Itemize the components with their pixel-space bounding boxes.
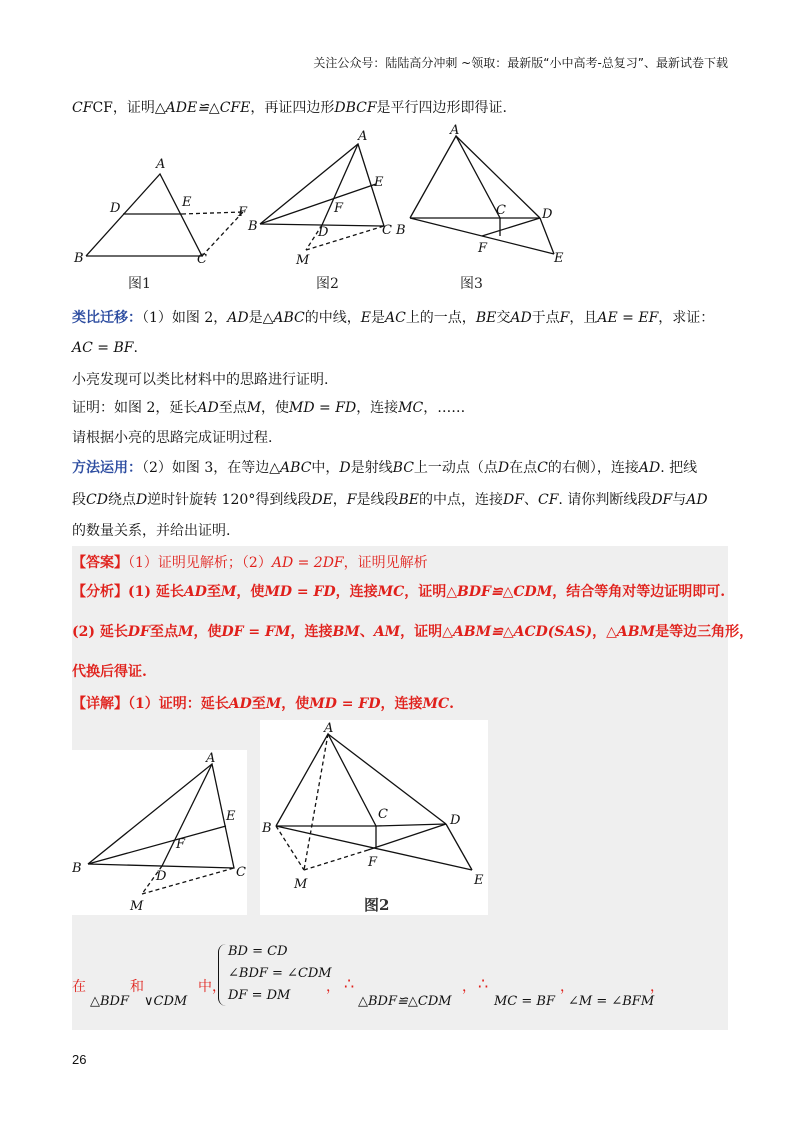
final-comma-1: ， bbox=[326, 979, 340, 995]
text: ，使 bbox=[261, 400, 290, 416]
math: AE = EF bbox=[597, 310, 659, 326]
math: MC bbox=[377, 584, 405, 600]
math: AD bbox=[228, 696, 252, 712]
intro-math-1: △ADE≌△CFE bbox=[154, 100, 251, 116]
bl-label-B: B bbox=[72, 861, 82, 876]
fig3-label-C: C bbox=[496, 203, 506, 218]
text: （2）如图 3，在等边 bbox=[142, 460, 270, 476]
math: AD bbox=[227, 310, 249, 326]
text: 至点 bbox=[149, 624, 178, 640]
math: MD = FD bbox=[309, 696, 381, 712]
text: 上的一点， bbox=[405, 310, 476, 326]
bottom-figures bbox=[72, 720, 492, 920]
math: AD bbox=[197, 400, 219, 416]
fig1-label-B: B bbox=[74, 251, 84, 266]
br-label-C: C bbox=[378, 807, 388, 822]
method-line-1 bbox=[72, 458, 697, 478]
detail-line bbox=[72, 694, 454, 714]
fig1-caption: 图1 bbox=[128, 276, 151, 292]
final-t2 bbox=[144, 994, 187, 1009]
math: M bbox=[265, 696, 282, 712]
text: ，证明见解析 bbox=[343, 555, 428, 571]
math: D bbox=[135, 492, 148, 508]
text: ，求证： bbox=[658, 310, 715, 326]
text: 于点 bbox=[531, 310, 560, 326]
analysis-line-3: 代换后得证. bbox=[72, 664, 147, 680]
text: 交 bbox=[496, 310, 511, 326]
analogy-label: 类比迁移： bbox=[72, 310, 142, 326]
final-comma-3: ， bbox=[560, 979, 574, 995]
text: 是 bbox=[370, 310, 385, 326]
math: AC bbox=[384, 310, 406, 326]
intro-math-2: DBCF bbox=[334, 100, 377, 116]
page-number: 26 bbox=[72, 1052, 87, 1067]
text: （1）如图 2， bbox=[142, 310, 228, 326]
text: 在点 bbox=[509, 460, 538, 476]
text: ，证明 bbox=[400, 624, 443, 640]
math: △ABM≌△ACD(SAS) bbox=[442, 624, 593, 640]
math: AC = BF bbox=[72, 340, 134, 356]
math: △ABM bbox=[606, 624, 656, 640]
text: ，使 bbox=[236, 584, 265, 600]
bl-label-D: D bbox=[156, 869, 167, 884]
analogy-line-1 bbox=[72, 308, 714, 328]
math: E bbox=[360, 310, 371, 326]
math: △BDF bbox=[90, 994, 129, 1009]
math: BM bbox=[332, 624, 360, 640]
math: DF bbox=[127, 624, 150, 640]
fig2-caption: 图2 bbox=[316, 276, 339, 292]
fig3-label-A: A bbox=[450, 123, 460, 138]
request-line: 请根据小亮的思路完成证明过程. bbox=[72, 430, 273, 446]
text: ，使 bbox=[193, 624, 222, 640]
system-eq-2: ∠BDF = ∠CDM bbox=[228, 966, 332, 981]
text: ，连接 bbox=[335, 584, 378, 600]
math: MD = FD bbox=[264, 584, 336, 600]
fig1-label-A: A bbox=[156, 157, 166, 172]
text: 段 bbox=[72, 492, 86, 508]
proof-start-line bbox=[72, 398, 465, 418]
math: F bbox=[346, 492, 357, 508]
fig3-caption: 图3 bbox=[460, 276, 483, 292]
figure-left-bg bbox=[72, 750, 247, 915]
text: 证明：如图 2，延长 bbox=[72, 400, 198, 416]
analogy-line-2 bbox=[72, 338, 138, 358]
final-comma-2: ， bbox=[462, 979, 476, 995]
text: 是 bbox=[248, 310, 263, 326]
text: ，…… bbox=[423, 400, 466, 416]
text: 至 bbox=[206, 584, 221, 600]
bl-label-A: A bbox=[206, 751, 216, 766]
text: 的中线， bbox=[304, 310, 361, 326]
math: AD bbox=[510, 310, 532, 326]
fig2-label-M: M bbox=[296, 253, 310, 268]
figure-3 bbox=[410, 136, 554, 254]
br-label-F: F bbox=[368, 855, 378, 870]
math: △BDF≌△CDM bbox=[446, 584, 553, 600]
text: (1) 延长 bbox=[128, 584, 184, 600]
text: 是射线 bbox=[350, 460, 393, 476]
fig2-label-C: C bbox=[382, 223, 392, 238]
text: ， bbox=[592, 624, 607, 640]
final-congruence: △BDF≌△CDM bbox=[358, 994, 452, 1009]
intro-cf: CF bbox=[72, 100, 93, 116]
math: M bbox=[220, 584, 237, 600]
math: M bbox=[177, 624, 194, 640]
math: D bbox=[497, 460, 510, 476]
final-zhong: 中， bbox=[198, 979, 226, 995]
math: AM bbox=[373, 624, 401, 640]
bl-label-E: E bbox=[226, 809, 236, 824]
text: ，使 bbox=[281, 696, 310, 712]
therefore-1: ∴ bbox=[344, 974, 355, 993]
text: ，且 bbox=[569, 310, 598, 326]
answer-tag: 【答案】 bbox=[72, 555, 128, 571]
math: BC bbox=[392, 460, 414, 476]
fig1-label-F: F bbox=[238, 205, 248, 220]
intro-text-3: 是平行四边形即得证. bbox=[376, 100, 507, 116]
text: 是线段 bbox=[356, 492, 399, 508]
bl-label-M: M bbox=[130, 899, 144, 914]
br-label-D: D bbox=[450, 813, 461, 828]
final-eq-1: MC = BF bbox=[494, 994, 555, 1009]
final-t1 bbox=[90, 994, 129, 1009]
fig2-label-D: D bbox=[318, 225, 329, 240]
fig3-label-B: B bbox=[396, 223, 406, 238]
text: 与 bbox=[672, 492, 687, 508]
detail-tag: 【详解】 bbox=[72, 696, 128, 712]
fig2-label-B: B bbox=[248, 219, 258, 234]
math: C bbox=[537, 460, 548, 476]
method-label: 方法运用： bbox=[72, 460, 142, 476]
analysis-line-1 bbox=[72, 582, 725, 602]
text: 绕点 bbox=[107, 492, 136, 508]
system-brace bbox=[218, 944, 227, 1006]
final-zai: 在 bbox=[72, 979, 86, 995]
fig2-label-F: F bbox=[334, 201, 344, 216]
math: CD bbox=[86, 492, 108, 508]
text: 至 bbox=[251, 696, 266, 712]
text: . 请你判断线段 bbox=[558, 492, 652, 508]
text: 中， bbox=[311, 460, 340, 476]
math: BE bbox=[398, 492, 420, 508]
analysis-tag: 【分析】 bbox=[72, 584, 128, 600]
bl-label-F: F bbox=[176, 837, 186, 852]
text: 至点 bbox=[218, 400, 247, 416]
text: . bbox=[133, 340, 138, 356]
text: 的右侧），连接 bbox=[547, 460, 639, 476]
text: 逆时针旋转 120°得到线段 bbox=[147, 492, 312, 508]
intro-text-1: CF，证明 bbox=[92, 100, 155, 116]
math: MC bbox=[398, 400, 424, 416]
fig3-label-D: D bbox=[542, 207, 553, 222]
text: 上一动点（点 bbox=[413, 460, 498, 476]
fig1-label-D: D bbox=[110, 201, 121, 216]
math: CF bbox=[537, 492, 559, 508]
method-line-3: 的数量关系，并给出证明. bbox=[72, 523, 231, 539]
text: 、 bbox=[359, 624, 374, 640]
math: AD = 2DF bbox=[271, 555, 344, 571]
text: ，证明 bbox=[404, 584, 447, 600]
br-label-B: B bbox=[262, 821, 272, 836]
system-eq-3: DF = DM bbox=[228, 988, 291, 1003]
analysis-line-2 bbox=[72, 622, 753, 642]
math: DF bbox=[503, 492, 524, 508]
text: ，连接 bbox=[380, 696, 423, 712]
fig1-label-E: E bbox=[182, 195, 192, 210]
math: AD bbox=[638, 460, 661, 476]
math: MC bbox=[422, 696, 450, 712]
math: △ABC bbox=[262, 310, 305, 326]
page-header: 关注公众号：陆陆高分冲刺 ~领取：最新版“小中高考-总复习”、最新试卷下载 bbox=[313, 56, 728, 70]
text: (2) 延长 bbox=[72, 624, 128, 640]
text: 、 bbox=[523, 492, 538, 508]
final-eq-2: ∠M = ∠BFM bbox=[568, 994, 655, 1009]
text: ，连接 bbox=[290, 624, 333, 640]
math: △ABC bbox=[269, 460, 312, 476]
text: 的中点，连接 bbox=[419, 492, 504, 508]
final-comma-4: ， bbox=[650, 979, 664, 995]
text: . bbox=[449, 696, 454, 712]
fig3-label-F: F bbox=[478, 241, 488, 256]
therefore-2: ∴ bbox=[478, 974, 489, 993]
br-label-M: M bbox=[294, 877, 308, 892]
xiaoliang-line: 小亮发现可以类比材料中的思路进行证明. bbox=[72, 372, 329, 388]
text: （1）证明见解析；（2） bbox=[128, 555, 272, 571]
br-label-E: E bbox=[474, 873, 484, 888]
math: DF bbox=[651, 492, 673, 508]
math: D bbox=[339, 460, 351, 476]
system-eq-1: BD = CD bbox=[228, 944, 288, 959]
method-line-2 bbox=[72, 490, 708, 510]
bl-label-C: C bbox=[236, 865, 246, 880]
intro-line bbox=[72, 98, 507, 118]
math: BE bbox=[475, 310, 497, 326]
fig3-label-E: E bbox=[554, 251, 564, 266]
text: ， bbox=[332, 492, 347, 508]
intro-text-2: ，再证四边形 bbox=[250, 100, 335, 116]
top-figures bbox=[60, 122, 600, 294]
math: MD = FD bbox=[289, 400, 357, 416]
math: M bbox=[246, 400, 262, 416]
final-he: 和 bbox=[130, 979, 144, 995]
br-caption: 图2 bbox=[364, 896, 390, 914]
answer-line bbox=[72, 553, 428, 573]
text: . 把线 bbox=[660, 460, 698, 476]
fig2-label-E: E bbox=[374, 175, 384, 190]
text: ，连接 bbox=[356, 400, 399, 416]
text: 是等边三角形， bbox=[655, 624, 754, 640]
text: ，结合等角对等边证明即可. bbox=[552, 584, 726, 600]
math: AD bbox=[183, 584, 207, 600]
math: AD bbox=[686, 492, 708, 508]
math: ∨CDM bbox=[144, 994, 188, 1009]
math: F bbox=[559, 310, 570, 326]
br-label-A: A bbox=[324, 721, 334, 736]
fig1-label-C: C bbox=[197, 252, 207, 267]
text: （1）证明：延长 bbox=[128, 696, 229, 712]
math: DE bbox=[311, 492, 333, 508]
math: DF = FM bbox=[221, 624, 291, 640]
fig2-label-A: A bbox=[358, 129, 368, 144]
